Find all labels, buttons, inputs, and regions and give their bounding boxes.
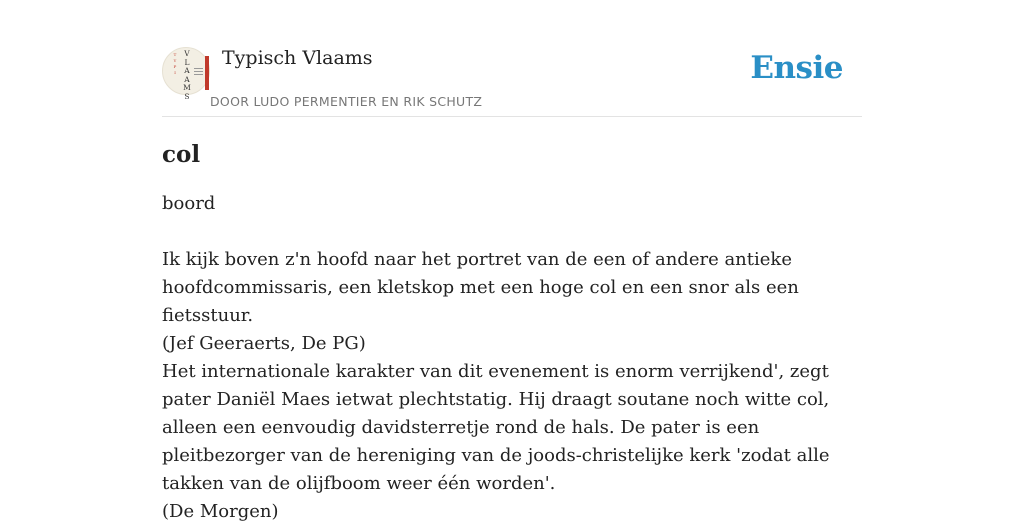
logo-red-bar — [205, 56, 209, 90]
logo-red-lettering: T Y P I — [173, 52, 177, 75]
logo-lines — [194, 68, 203, 77]
entry-word: col — [162, 141, 201, 168]
quote-text: Het internationale karakter van dit evenement is enorm verrijkend', zegt pater Daniël Maes ietwat plechtstatig. Hij draagt soutane noch witte col, alleen een eenvoudig davidsterretje rond de hals. De pater is een pleitbezorger van de hereniging van de joods-christelijke kerk 'zodat alle takken van de olijfboom weer één worden'. — [162, 361, 830, 494]
book-cover-logo[interactable] — [162, 47, 210, 101]
quote-text: Ik kijk boven z'n hoofd naar het portret van de een of andere antieke hoofdcommissaris, een kletskop met een hoge col en een snor als een fietsstuur. — [162, 249, 799, 326]
quote-source: (De Morgen) — [162, 501, 279, 522]
quote-source: (Jef Geeraerts, De PG) — [162, 333, 366, 354]
dictionary-entry — [162, 140, 862, 526]
book-title[interactable]: Typisch Vlaams — [222, 47, 373, 69]
page-header — [162, 44, 862, 117]
entry-definition: boord — [162, 193, 216, 214]
logo-lettering: V L A A M S — [183, 49, 191, 101]
author-byline: DOOR LUDO PERMENTIER EN RIK SCHUTZ — [210, 94, 483, 109]
ensie-brand-logo[interactable]: Ensie — [750, 50, 843, 86]
entry-quotes — [162, 246, 862, 526]
